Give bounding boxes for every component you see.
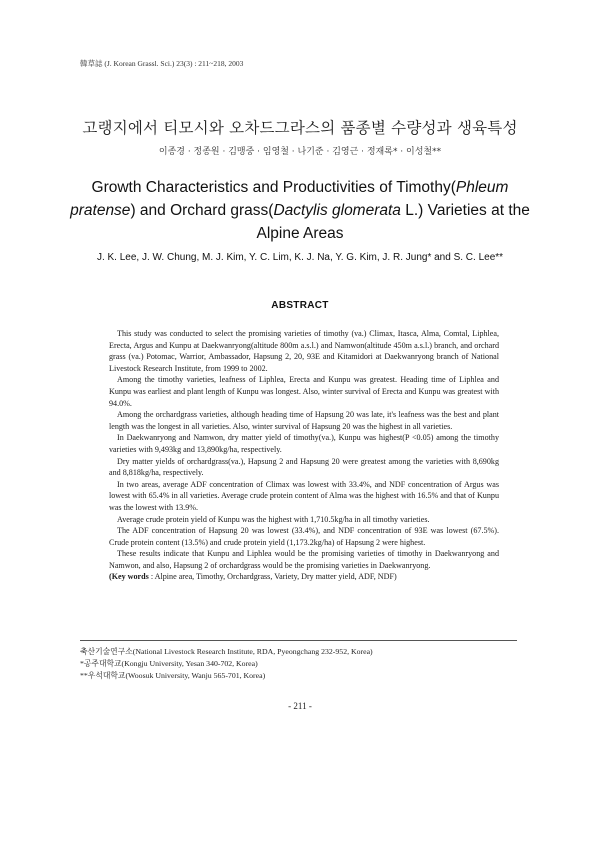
affiliation-line: *공주대학교(Kongju University, Yesan 340-702, Korea) [80,659,258,668]
abstract-paragraph: These results indicate that Kunpu and Liphlea would be the promising varieties of timothy in Daekwanryong and Namwon, and also, Hapsung 2 of orchardgrass would be the promising varieties in Daekwanryong. [109,549,499,570]
english-title-part2: ) and Orchard grass( [130,202,274,219]
keywords-line [109,571,499,583]
footnote-divider [80,640,517,641]
korean-authors: 이종경 · 정종원 · 김맹중 · 임영철 · 나기준 · 김영근 · 정재록* · 이성철** [158,147,442,157]
english-title-part3: L.) Varieties at the Alpine Areas [256,202,530,242]
abstract-paragraph: Average crude protein yield of Kunpu was the highest with 1,710.5kg/ha in all timothy varieties. [117,514,430,524]
affiliation-line: **우석대학교(Woosuk University, Wanju 565-701, Korea) [80,671,266,680]
abstract-body [109,328,499,583]
keywords-text: : Alpine area, Timothy, Orchardgrass, Variety, Dry matter yield, ADF, NDF) [148,572,397,582]
abstract-paragraph: In Daekwanryong and Namwon, dry matter yield of timothy(va.), Kunpu was highest(P <0.05) among the timothy varieties with 9,493kg and 13,890kg/ha, respectively. [109,433,499,454]
abstract-paragraph: Among the timothy varieties, leafness of Liphlea, Erecta and Kunpu was greatest. Heading time of Liphlea and Kunpu was earliest and plant length of Kunpu was longest. Also, winter survival of Erecta and Kunpu was greatest with 94.0%. [109,375,499,408]
english-title-species2: Dactylis glomerata [273,202,401,219]
abstract-paragraph: Dry matter yields of orchardgrass(va.), Hapsung 2 and Hapsung 20 were greatest among the varieties with 8,690kg and 8,818kg/ha, respectively. [109,456,499,478]
english-title-part1: Growth Characteristics and Productivities of Timothy( [91,179,456,196]
abstract-paragraph: In two areas, average ADF concentration of Climax was lowest with 33.4%, and NDF concentration of Argus was lowest with 65.4% in all varieties. Average crude protein content of Alma was the highest with 16.5% and that of Kunpu was the lowest with 13.9%. [109,479,499,512]
english-title [60,176,540,245]
abstract-paragraph: This study was conducted to select the promising varieties of timothy (va.) Climax, Itasca, Alma, Comtal, Liphlea, Erecta, Argus and Kunpu at Daekwanryong(altitude 800m a.s.l.) and Namwon(altitude 450m a.s.l.) branch, and orchard grass (va.) Potomac, Warrior, Ambassador, Hapsung 2, 20, 93E and Kitamidori at Daekwanryong branch of National Livestock Research Institute, from 1999 to 2002. [109,329,499,373]
affiliations [80,646,520,682]
journal-reference: 韓草誌 (J. Korean Grassl. Sci.) 23(3) : 211~218, 2003 [80,59,244,68]
abstract-paragraph: Among the orchardgrass varieties, although heading time of Hapsung 20 was late, it's leafness was the best and plant length was the longest in all varieties. Also, winter survival of Hapsung 20 was the highest in all varieties. [109,410,499,431]
abstract-paragraph: The ADF concentration of Hapsung 20 was lowest (33.4%), and NDF concentration of 93E was lowest (67.5%). Crude protein content (13.5%) and crude protein yield (1,173.2kg/ha) of Hapsung 2 were highest. [109,526,499,547]
keywords-label: (Key words [109,572,149,582]
korean-title: 고랭지에서 티모시와 오차드그라스의 품종별 수량성과 생육특성 [82,119,518,137]
english-title-species1: Phleum pratense [70,179,509,219]
affiliation-line: 축산기술연구소(National Livestock Research Institute, RDA, Pyeongchang 232-952, Korea) [80,647,373,656]
page-number: - 211 - [288,701,312,711]
abstract-heading: ABSTRACT [271,300,329,311]
english-authors: J. K. Lee, J. W. Chung, M. J. Kim, Y. C. Lim, K. J. Na, Y. G. Kim, J. R. Jung* and S. C. Lee** [96,252,504,263]
